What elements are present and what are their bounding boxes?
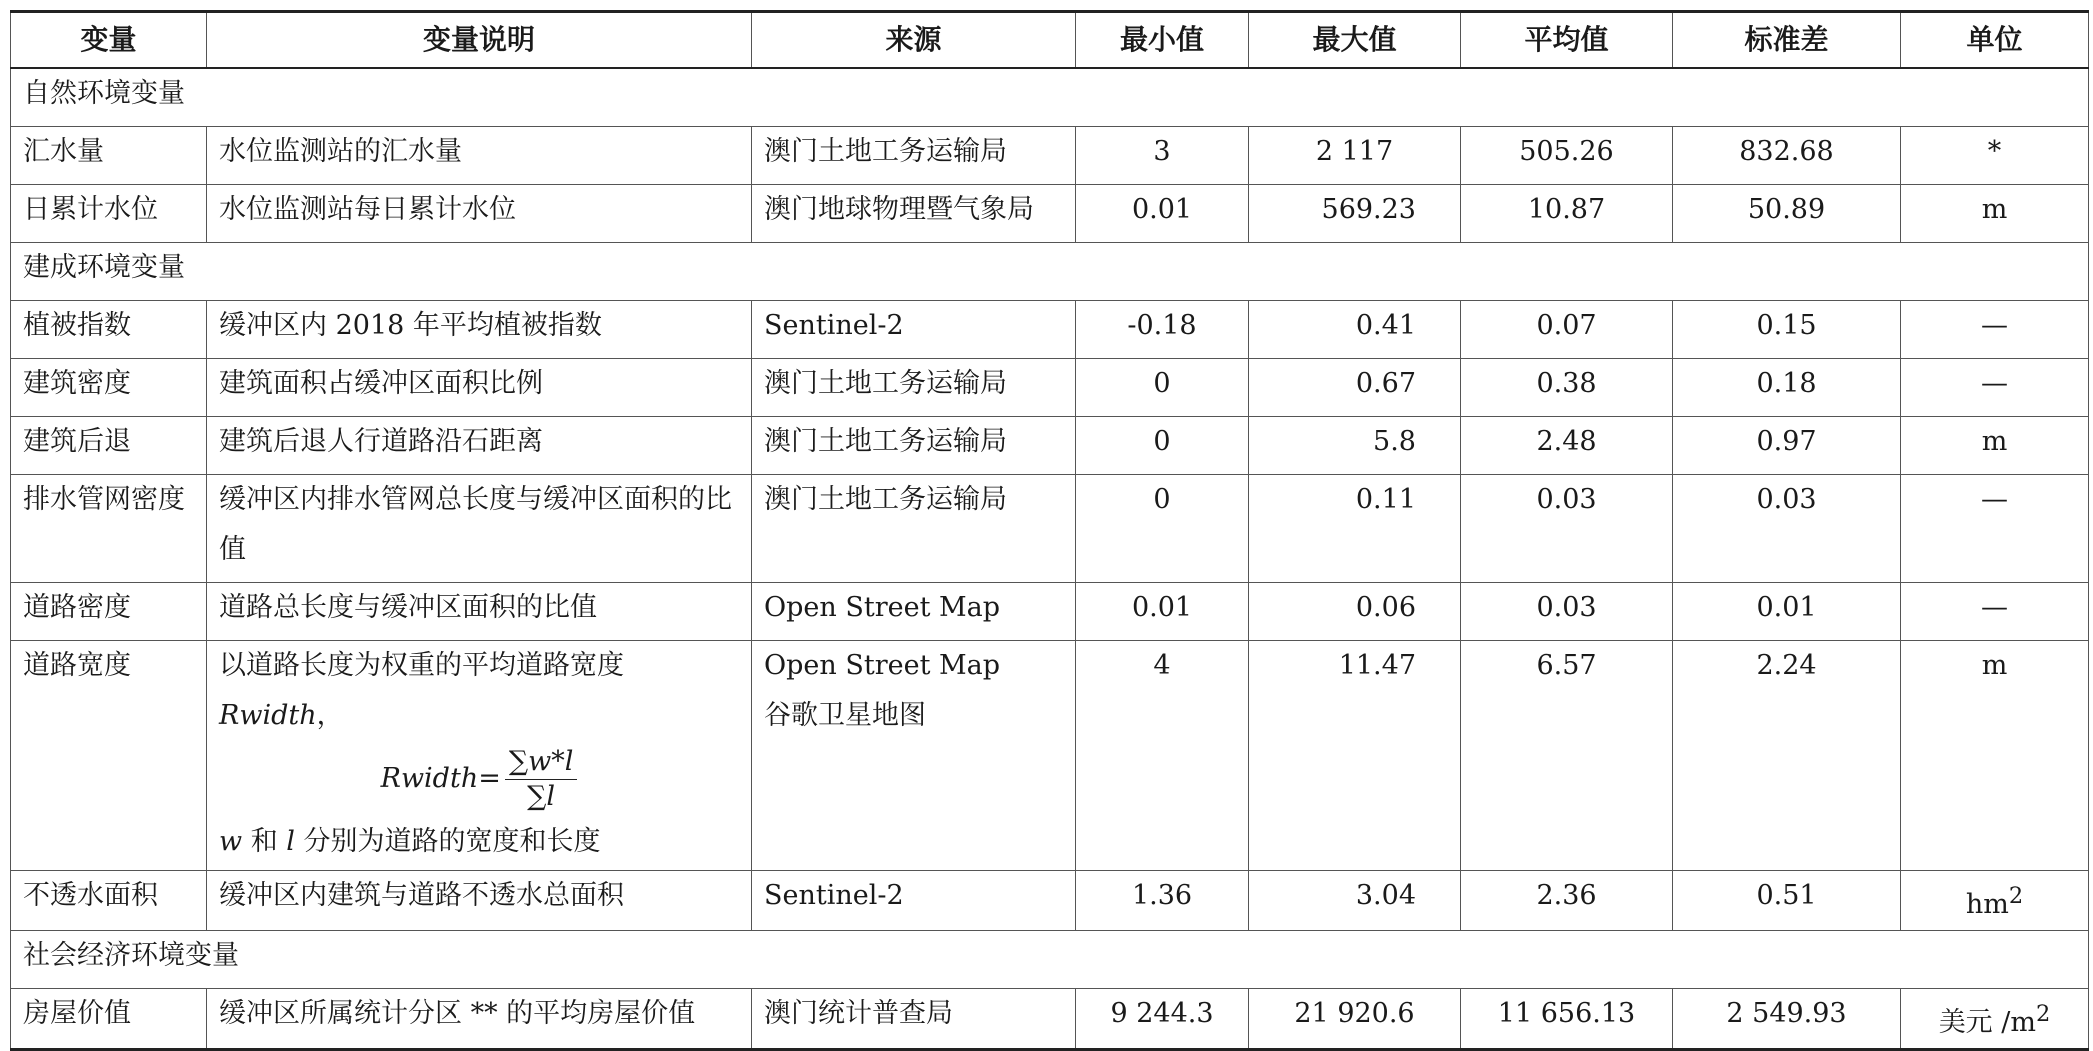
- variable-name: 房屋价值: [11, 989, 207, 1050]
- min-value: 0: [1076, 359, 1249, 417]
- table-row: [11, 583, 2089, 641]
- unit-value: *: [1901, 127, 2089, 185]
- max-value: 0.06: [1249, 583, 1461, 641]
- header-mean: 平均值: [1461, 12, 1673, 69]
- description-text: 分别为道路的宽度和长度: [294, 826, 601, 857]
- variable-source: 澳门地球物理暨气象局: [752, 185, 1076, 243]
- table-row: [11, 359, 2089, 417]
- std-value: 50.89: [1673, 185, 1901, 243]
- std-value: 2.24: [1673, 641, 1901, 871]
- description-line: [219, 691, 739, 741]
- std-value: 0.18: [1673, 359, 1901, 417]
- variable-name: 植被指数: [11, 301, 207, 359]
- variable-source: Sentinel-2: [752, 301, 1076, 359]
- max-value: 2 117: [1249, 127, 1461, 185]
- weighted-width-formula: [219, 741, 739, 817]
- formula-lhs: Rwidth=: [380, 763, 501, 794]
- variable-source: 澳门统计普查局: [752, 989, 1076, 1050]
- source-line: Open Street Map: [764, 650, 1001, 681]
- variable-source: 澳门土地工务运输局: [752, 127, 1076, 185]
- variable-name: 道路密度: [11, 583, 207, 641]
- variable-name: 道路宽度: [11, 641, 207, 871]
- unit-value: —: [1901, 583, 2089, 641]
- std-value: 832.68: [1673, 127, 1901, 185]
- variable-description: 水位监测站每日累计水位: [207, 185, 752, 243]
- table-row: [11, 301, 2089, 359]
- table-row-road-width: [11, 641, 2089, 871]
- variable-name: 建筑密度: [11, 359, 207, 417]
- mean-value: 0.03: [1461, 583, 1673, 641]
- source-line: 谷歌卫星地图: [764, 700, 926, 731]
- unit-value: m: [1901, 641, 2089, 871]
- std-value: 0.03: [1673, 475, 1901, 583]
- unit-value: m: [1901, 417, 2089, 475]
- unit-value: [1901, 871, 2089, 931]
- header-variable: 变量: [11, 12, 207, 69]
- header-description: 变量说明: [207, 12, 752, 69]
- unit-exponent: 2: [2035, 1001, 2051, 1027]
- mean-value: 0.03: [1461, 475, 1673, 583]
- section-row-built: [11, 243, 2089, 301]
- unit-exponent: 2: [2008, 883, 2024, 909]
- max-value: 11.47: [1249, 641, 1461, 871]
- variable-name: 日累计水位: [11, 185, 207, 243]
- table-row: [11, 127, 2089, 185]
- variable-name: 建筑后退: [11, 417, 207, 475]
- variable-source: Sentinel-2: [752, 871, 1076, 931]
- variable-source: [752, 641, 1076, 871]
- variable-symbol: Rwidth: [219, 700, 317, 731]
- std-value: 0.97: [1673, 417, 1901, 475]
- unit-base: hm: [1965, 889, 2009, 920]
- variable-description: 水位监测站的汇水量: [207, 127, 752, 185]
- mean-value: 10.87: [1461, 185, 1673, 243]
- table-row: [11, 871, 2089, 931]
- unit-value: —: [1901, 301, 2089, 359]
- variable-description: 缓冲区内 2018 年平均植被指数: [207, 301, 752, 359]
- mean-value: 6.57: [1461, 641, 1673, 871]
- variable-description: 道路总长度与缓冲区面积的比值: [207, 583, 752, 641]
- variable-description: 建筑后退人行道路沿石距离: [207, 417, 752, 475]
- section-row-natural: [11, 68, 2089, 127]
- unit-base: 美元 /m: [1938, 1007, 2036, 1038]
- min-value: -0.18: [1076, 301, 1249, 359]
- variable-description: 缓冲区所属统计分区 ** 的平均房屋价值: [207, 989, 752, 1050]
- std-value: 2 549.93: [1673, 989, 1901, 1050]
- variable-name: 不透水面积: [11, 871, 207, 931]
- mean-value: 0.38: [1461, 359, 1673, 417]
- header-min: 最小值: [1076, 12, 1249, 69]
- max-value: 0.67: [1249, 359, 1461, 417]
- section-row-socioeconomic: [11, 931, 2089, 989]
- table-row: [11, 185, 2089, 243]
- header-unit: 单位: [1901, 12, 2089, 69]
- mean-value: 2.36: [1461, 871, 1673, 931]
- description-line: [219, 817, 739, 867]
- section-title: 社会经济环境变量: [11, 931, 2089, 989]
- variable-description: 缓冲区内建筑与道路不透水总面积: [207, 871, 752, 931]
- std-value: 0.01: [1673, 583, 1901, 641]
- description-line: 以道路长度为权重的平均道路宽度: [219, 650, 624, 681]
- mean-value: 0.07: [1461, 301, 1673, 359]
- std-value: 0.15: [1673, 301, 1901, 359]
- header-max: 最大值: [1249, 12, 1461, 69]
- min-value: 0: [1076, 417, 1249, 475]
- variable-symbol: l: [286, 826, 295, 857]
- table-row: [11, 417, 2089, 475]
- variable-name: 排水管网密度: [11, 475, 207, 583]
- mean-value: 2.48: [1461, 417, 1673, 475]
- unit-value: —: [1901, 475, 2089, 583]
- table-row: [11, 989, 2089, 1050]
- min-value: 0: [1076, 475, 1249, 583]
- variable-source: 澳门土地工务运输局: [752, 417, 1076, 475]
- variable-name: 汇水量: [11, 127, 207, 185]
- section-title: 自然环境变量: [11, 68, 2089, 127]
- table-row: [11, 475, 2089, 583]
- min-value: 9 244.3: [1076, 989, 1249, 1050]
- variable-source: Open Street Map: [752, 583, 1076, 641]
- variables-table: [10, 10, 2089, 1051]
- header-std: 标准差: [1673, 12, 1901, 69]
- variable-symbol: w: [219, 826, 243, 857]
- min-value: 0.01: [1076, 583, 1249, 641]
- unit-value: [1901, 989, 2089, 1050]
- variable-source: 澳门土地工务运输局: [752, 475, 1076, 583]
- table-header: [11, 12, 2089, 69]
- variable-description: 缓冲区内排水管网总长度与缓冲区面积的比值: [207, 475, 752, 583]
- max-value: 3.04: [1249, 871, 1461, 931]
- max-value: 21 920.6: [1249, 989, 1461, 1050]
- formula-fraction: [505, 745, 578, 814]
- formula-numerator: ∑w*l: [505, 745, 578, 780]
- mean-value: 11 656.13: [1461, 989, 1673, 1050]
- variable-description: [207, 641, 752, 871]
- min-value: 4: [1076, 641, 1249, 871]
- formula-denominator: ∑l: [527, 780, 556, 812]
- description-text: 和: [242, 826, 287, 857]
- max-value: 0.41: [1249, 301, 1461, 359]
- variable-source: 澳门土地工务运输局: [752, 359, 1076, 417]
- unit-value: —: [1901, 359, 2089, 417]
- header-source: 来源: [752, 12, 1076, 69]
- unit-value: m: [1901, 185, 2089, 243]
- std-value: 0.51: [1673, 871, 1901, 931]
- variable-description: 建筑面积占缓冲区面积比例: [207, 359, 752, 417]
- max-value: 5.8: [1249, 417, 1461, 475]
- min-value: 3: [1076, 127, 1249, 185]
- mean-value: 505.26: [1461, 127, 1673, 185]
- min-value: 0.01: [1076, 185, 1249, 243]
- max-value: 569.23: [1249, 185, 1461, 243]
- comma: ，: [316, 700, 344, 731]
- min-value: 1.36: [1076, 871, 1249, 931]
- max-value: 0.11: [1249, 475, 1461, 583]
- section-title: 建成环境变量: [11, 243, 2089, 301]
